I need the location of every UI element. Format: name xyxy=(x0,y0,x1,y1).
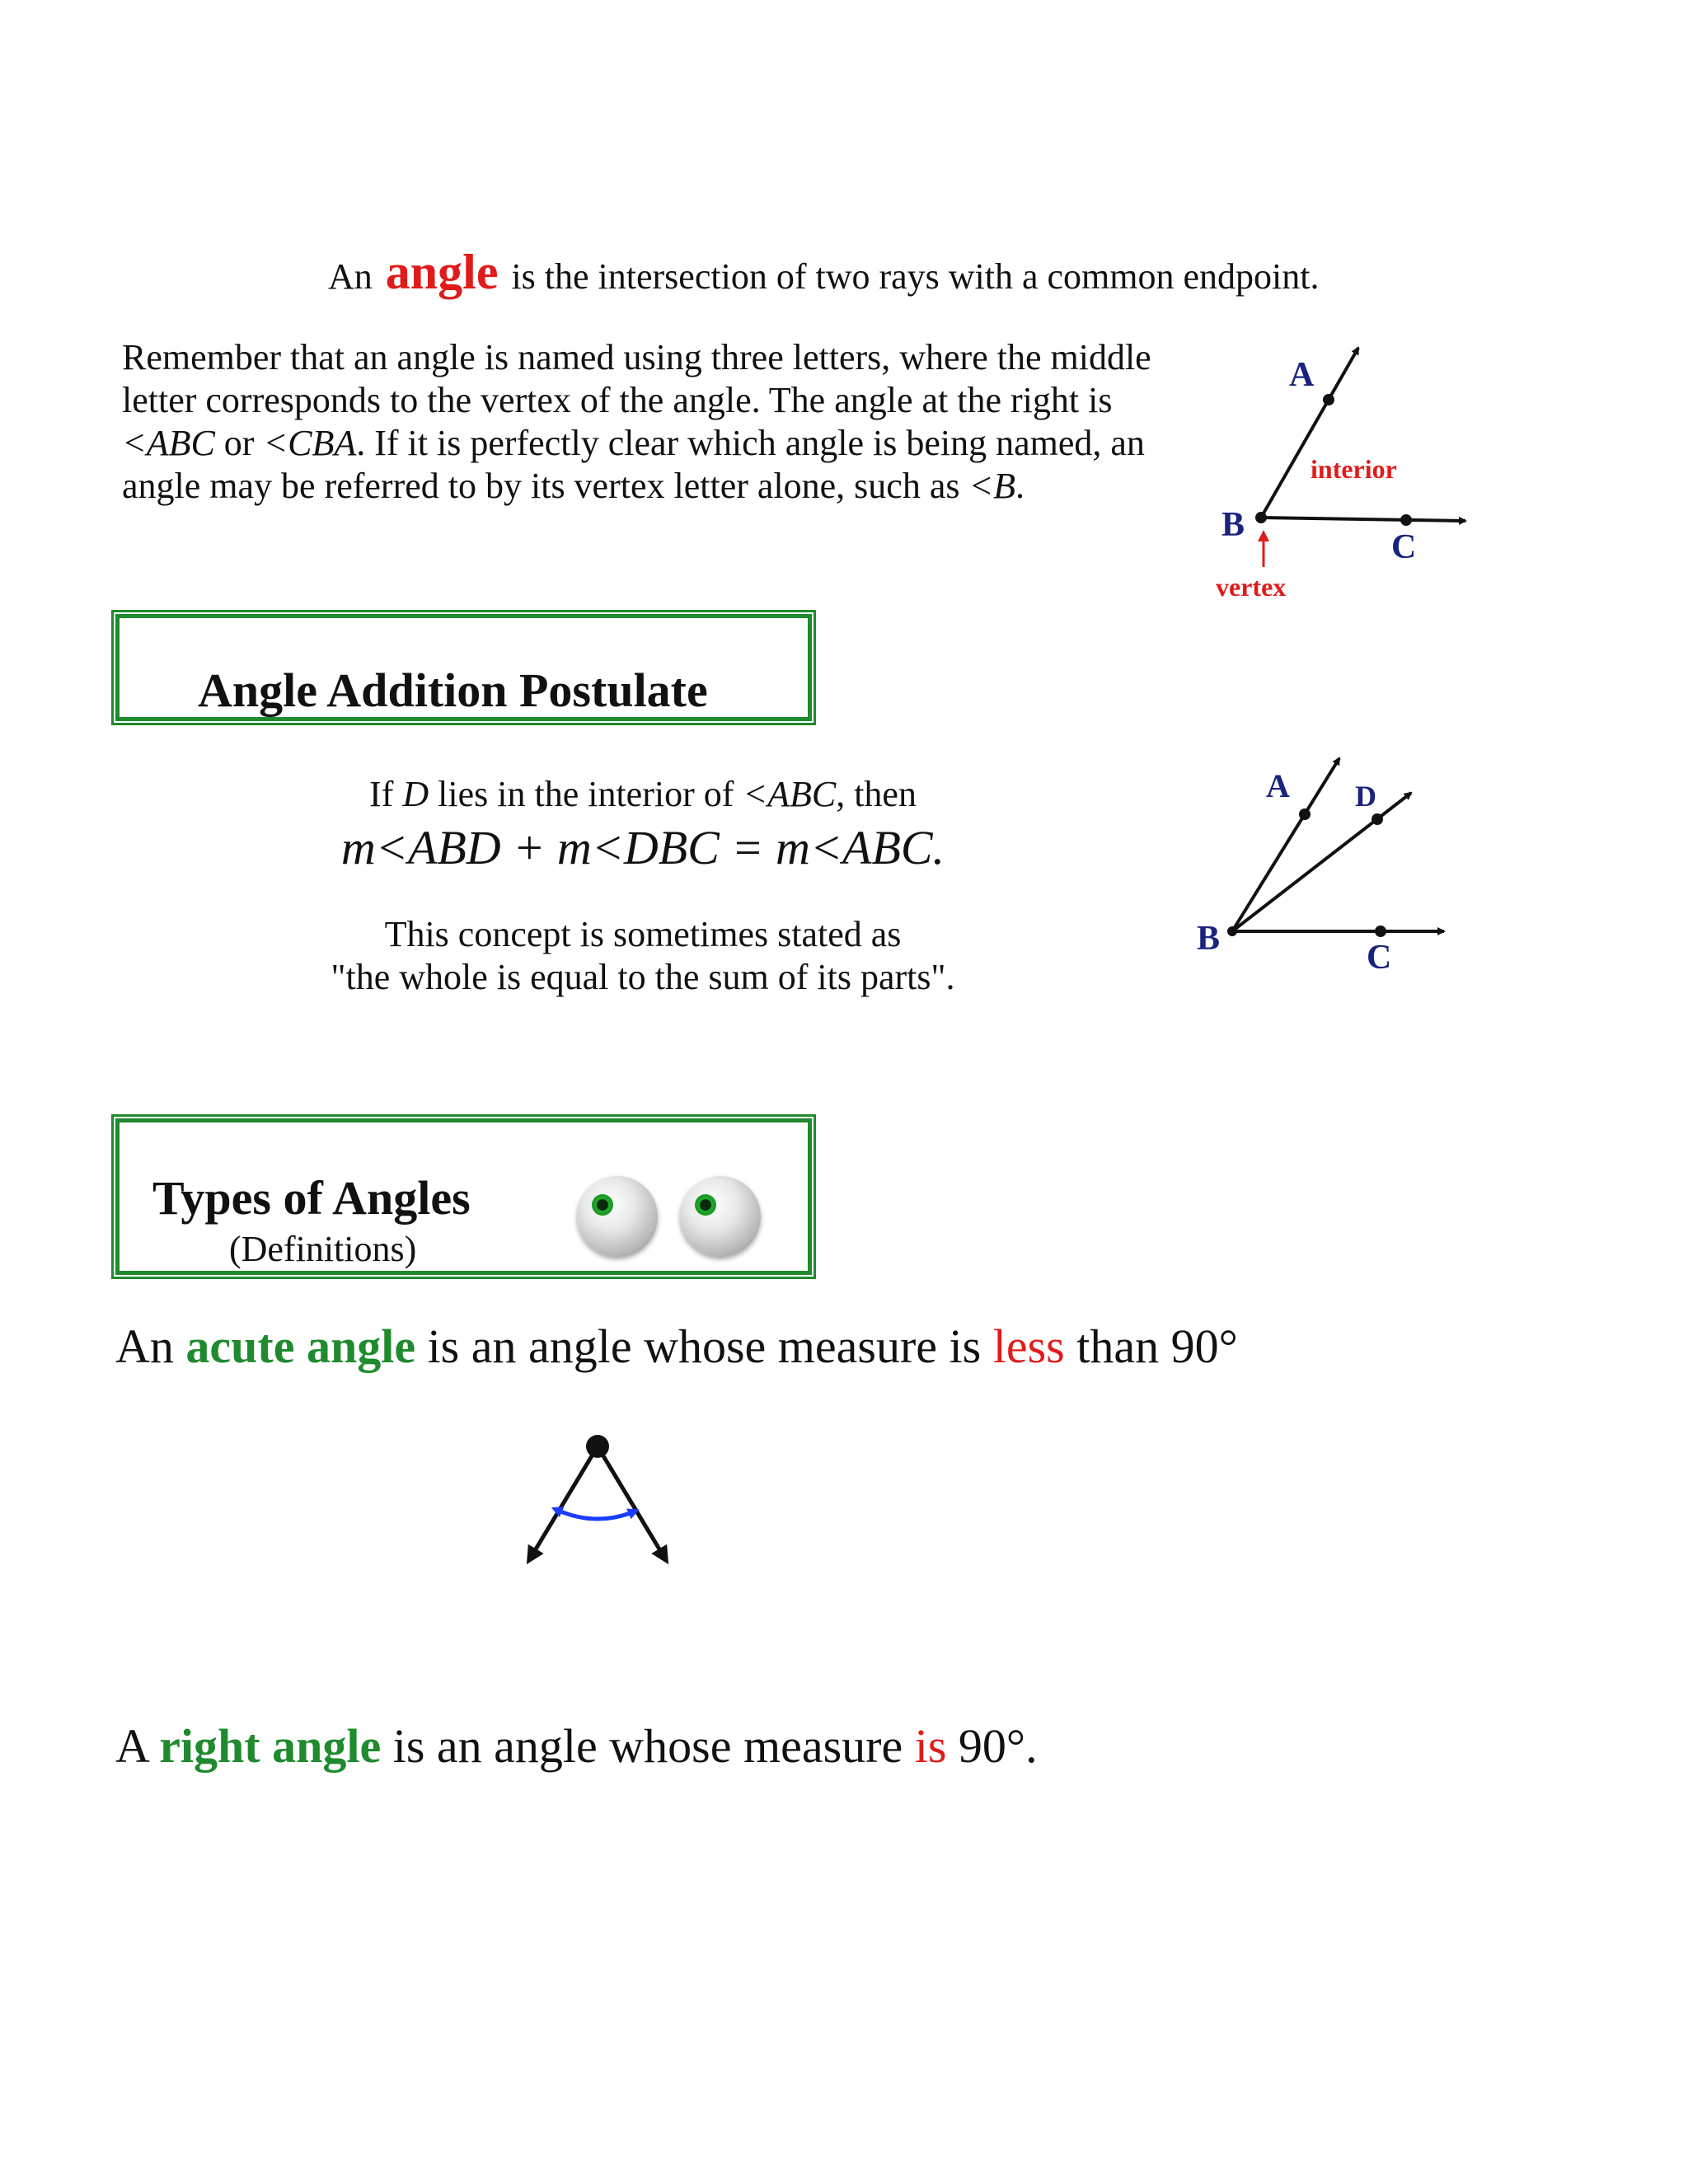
acute-emph: less xyxy=(992,1319,1065,1373)
right-post: 90°. xyxy=(946,1719,1038,1773)
angle-abc-figure xyxy=(1203,330,1484,610)
concept-line-1: This concept is sometimes stated as xyxy=(384,914,902,954)
point-d-2 xyxy=(1372,813,1383,825)
left-eyeball-icon xyxy=(577,1176,658,1257)
point-a xyxy=(1323,394,1334,405)
definition-prefix: An xyxy=(328,256,373,297)
postulate-formula: m<ABD + m<DBC = m<ABC. xyxy=(340,821,945,874)
ray-bd xyxy=(1232,793,1411,931)
acute-term: acute angle xyxy=(185,1319,416,1373)
label-b-2: B xyxy=(1197,920,1221,958)
right-pre: A xyxy=(115,1719,160,1773)
right-mid: is an angle whose measure xyxy=(381,1719,915,1773)
acute-angle-figure xyxy=(511,1422,684,1570)
right-eyeball-icon xyxy=(680,1176,761,1257)
naming-text-1: Remember that an angle is named using three letters, where the middle letter corresponds to the vertex of the angle. The angle at the right is xyxy=(122,337,1151,420)
point-c-2 xyxy=(1375,926,1386,937)
right-term: right angle xyxy=(159,1719,382,1773)
naming-cba: <CBA xyxy=(263,423,357,463)
point-a-2 xyxy=(1299,808,1311,820)
acute-pre: An xyxy=(115,1319,186,1373)
types-subtitle: (Definitions) xyxy=(229,1229,417,1269)
definition-term: angle xyxy=(385,245,499,299)
point-b xyxy=(1255,512,1267,523)
label-d-2: D xyxy=(1355,780,1376,813)
types-title: Types of Angles xyxy=(152,1171,471,1225)
definition-rest: is the intersection of two rays with a common endpoint. xyxy=(511,256,1320,297)
concept-line-2: "the whole is equal to the sum of its parts". xyxy=(331,957,955,997)
label-a-2: A xyxy=(1266,767,1290,804)
naming-abc: <ABC xyxy=(122,423,215,463)
types-of-angles-box xyxy=(115,1118,812,1275)
postulate-lies: lies in the interior of xyxy=(429,774,743,814)
label-vertex: vertex xyxy=(1216,572,1287,602)
left-iris xyxy=(592,1194,613,1216)
point-c xyxy=(1400,514,1412,526)
acute-angle-arc xyxy=(559,1511,636,1519)
acute-vertex xyxy=(586,1435,609,1458)
label-c: C xyxy=(1391,528,1417,566)
postulate-then: , then xyxy=(836,774,917,814)
naming-end: . xyxy=(1015,466,1025,506)
label-b: B xyxy=(1221,506,1245,544)
naming-b: <B xyxy=(968,466,1016,506)
right-iris xyxy=(695,1194,716,1216)
right-angle-definition xyxy=(115,1718,1038,1774)
right-emph: is xyxy=(914,1719,947,1773)
postulate-abc: <ABC xyxy=(743,774,837,814)
label-interior: interior xyxy=(1311,454,1397,484)
postulate-d: D xyxy=(402,774,429,814)
acute-angle-definition xyxy=(115,1319,1238,1374)
postulate-if: If xyxy=(369,774,403,814)
label-a: A xyxy=(1289,356,1315,394)
point-b-2 xyxy=(1227,926,1237,936)
acute-ray-right xyxy=(598,1446,666,1560)
postulate-concept xyxy=(272,913,1014,999)
acute-mid: is an angle whose measure is xyxy=(415,1319,993,1373)
postulate-statement xyxy=(272,773,1014,999)
acute-ray-left xyxy=(529,1446,598,1560)
acute-post: than 90° xyxy=(1064,1319,1238,1373)
angle-addition-postulate-box xyxy=(115,614,812,721)
naming-paragraph xyxy=(122,336,1193,508)
label-c-2: C xyxy=(1367,939,1392,977)
naming-text-2: . If it is perfectly clear which angle is being named, an angle may be referred to by its vertex letter alone, such as xyxy=(122,423,1145,506)
postulate-title: Angle Addition Postulate xyxy=(198,663,708,717)
postulate-condition xyxy=(272,773,1014,816)
ray-bc xyxy=(1261,518,1465,521)
angle-addition-figure xyxy=(1187,742,1459,989)
naming-or: or xyxy=(214,423,264,463)
angle-definition xyxy=(328,244,1319,301)
